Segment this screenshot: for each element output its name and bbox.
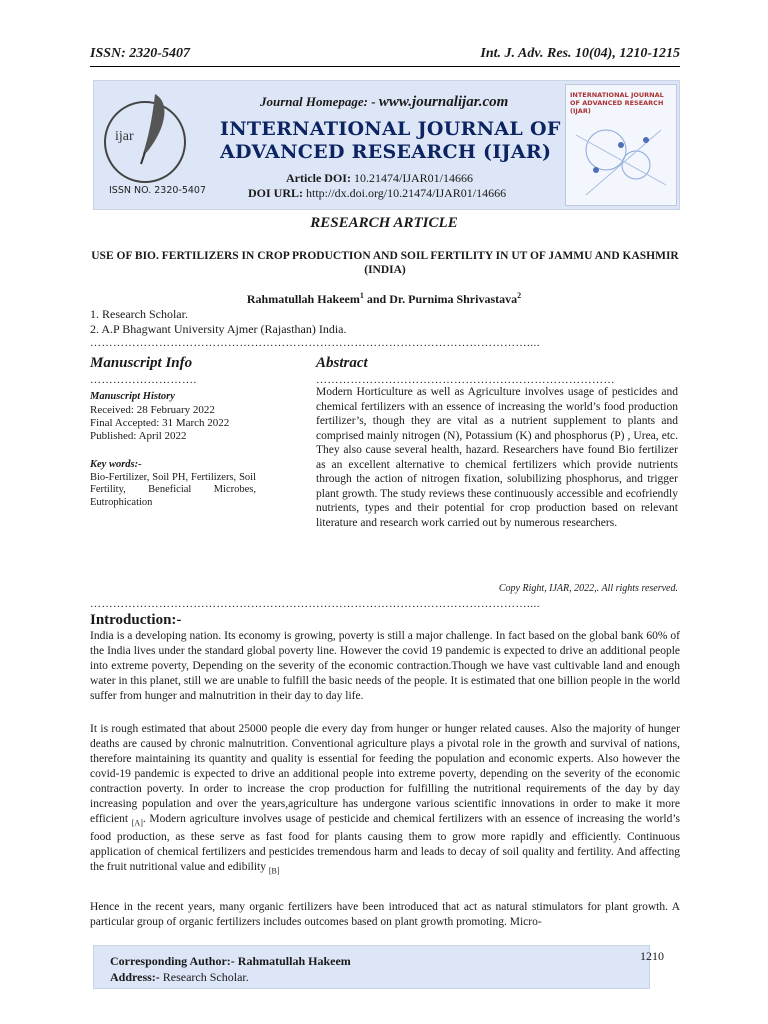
addr-value: Research Scholar.	[162, 970, 249, 984]
intro-paragraph-1: India is a developing nation. Its economy is growing, poverty is still a major challenge. In fact based on the global bank 60% of the India lives under the standard global poverty line. However the covid 19 pandemic is expected to drive an additional people into extreme poverty, Depending on the severity of the economic contraction.Though we have vast cultivable land and enough water in this planet, still we are unable to fulfill the basic needs of the people. It is estimated that one billion people in the world suffer from hunger and malnutrition in their day to day life.	[90, 630, 680, 702]
article-doi-value: 10.21474/IJAR01/14666	[353, 171, 473, 185]
article-doi	[286, 171, 473, 186]
journal-cover-image	[565, 84, 677, 206]
accepted-date: Final Accepted: 31 March 2022	[90, 416, 230, 429]
author-1-sup: 1	[359, 291, 364, 300]
author-1: Rahmatullah Hakeem	[246, 292, 360, 306]
author-join: and	[363, 292, 390, 306]
intro-paragraph-2	[90, 722, 680, 879]
homepage-link[interactable]: www.journalijar.com	[378, 94, 509, 110]
introduction-heading: Introduction:-	[90, 612, 182, 628]
divider-1: ……………………………………………………………………………………………………....	[90, 337, 540, 349]
ref-b: [B]	[268, 866, 280, 876]
author-2: Dr. Purnima Shrivastava	[389, 292, 518, 306]
ref-a: [A]	[131, 818, 143, 828]
journal-title	[220, 118, 565, 164]
homepage-label: Journal Homepage: -	[260, 94, 379, 109]
journal-title-line2: ADVANCED RESEARCH (IJAR)	[220, 141, 552, 163]
logo-text: ijar	[115, 129, 134, 144]
abstract-dots: ……………………………………………………………………	[316, 374, 615, 386]
page-number: 1210	[640, 949, 664, 963]
keywords-label: Key words:-	[90, 459, 142, 470]
doi-url-label: DOI URL:	[248, 186, 304, 200]
received-date: Received: 28 February 2022	[90, 403, 215, 416]
author-address	[110, 970, 249, 985]
copyright: Copy Right, IJAR, 2022,. All rights reserved.	[498, 583, 678, 594]
published-date: Published: April 2022	[90, 429, 187, 442]
paper-title: USE OF BIO. FERTILIZERS IN CROP PRODUCTION AND SOIL FERTILITY IN UT OF JAMMU AND KASHMIR (INDIA)	[91, 250, 679, 276]
corr-label: Corresponding Author:-	[110, 954, 238, 968]
addr-label: Address:-	[110, 970, 163, 984]
logo-issn: ISSN NO. 2320-5407	[109, 185, 205, 196]
article-type: RESEARCH ARTICLE	[310, 215, 458, 231]
journal-title-line1: INTERNATIONAL JOURNAL OF	[220, 118, 561, 140]
journal-homepage	[260, 94, 508, 111]
citation-label: Int. J. Adv. Res. 10(04), 1210-1215	[480, 46, 680, 61]
corresponding-author	[110, 954, 351, 969]
corr-name: Rahmatullah Hakeem	[237, 954, 351, 968]
manuscript-history	[90, 391, 260, 443]
intro-p2-part1: It is rough estimated that about 25000 people die every day from hunger or hunger related causes. Also the majority of hunger deaths are caused by chronic malnutrition. Conventional agriculture plays a pivotal role in the growth and survival of nations, therefore maintaining its quantity and quality is essential for feeding the population and economic experts. Also however the covid-19 pandemic is expected to drive an additional people into extreme poverty, depending on the severity of the economic contraction poverty. In order to increase the crop production for fulfilling the nutritional requirements of the day by day increasing population and over the years,agriculture has undergone various scientific innovations in order to make it more efficient	[90, 723, 680, 825]
author-2-sup: 2	[517, 291, 522, 300]
mi-dots: ……………………….	[90, 374, 197, 386]
keywords	[90, 459, 256, 509]
journal-logo	[95, 82, 205, 206]
manuscript-info-heading: Manuscript Info	[90, 355, 193, 371]
divider-2: ……………………………………………………………………………………………………....	[90, 598, 540, 610]
author-line	[0, 291, 768, 307]
intro-p2-part2: . Modern agriculture involves usage of pesticide and chemical fertilizers with an essence of increasing the world’s food production, as these serve as fast food for plants causing them to grow more rapidly and efficiently. Continuous application of chemical fertilizers and pesticides tremendous harm and leads to decay of soil quality and fertility. And affecting the fruit nutritional value and edibility	[90, 813, 680, 874]
abstract-text: Modern Horticulture as well as Agriculture involves usage of pesticides and chemical fertilizers with an essence of increasing the world’s food production fertilizer’s, though they are vital as a nutrient supplement to plants and comprised mainly nitrogen (N), Potassium (K) and phosphorus (P) , Urea, etc. They also cause several health, hazard. Researchers have found Bio fertilizer as an excellent alternative to chemical fertilizers which provide nutrients through the action of nitrogen fixation, solubilizing phosphorus, and trigger plant growth. The study reviews these continuously accessible and ecofriendly nutrients, types and their potential for crop production based on relevant literature and research work carried out by numerous researchers.	[316, 386, 678, 529]
keywords-list: Bio-Fertilizer, Soil PH, Fertilizers, Soil Fertility, Beneficial Microbes, Eutrophication	[90, 471, 256, 508]
abstract-heading: Abstract	[316, 355, 368, 371]
doi-url-link[interactable]: http://dx.doi.org/10.21474/IJAR01/14666	[306, 186, 507, 200]
history-label: Manuscript History	[90, 391, 175, 402]
intro-paragraph-3: Hence in the recent years, many organic fertilizers have been introduced that act as natural stimulators for plant growth. A particular group of organic fertilizers includes outcomes based on plant growth promoting. Micro-	[90, 901, 680, 928]
cover-title: INTERNATIONAL JOURNAL OF ADVANCED RESEARCH (IJAR)	[570, 91, 664, 115]
doi-url	[248, 186, 506, 201]
issn-label: ISSN: 2320-5407	[90, 46, 190, 61]
affiliation-1: 1. Research Scholar.	[90, 307, 188, 321]
running-header	[90, 44, 680, 67]
article-doi-label: Article DOI:	[286, 171, 351, 185]
affiliation-2: 2. A.P Bhagwant University Ajmer (Rajasthan) India.	[90, 322, 347, 336]
